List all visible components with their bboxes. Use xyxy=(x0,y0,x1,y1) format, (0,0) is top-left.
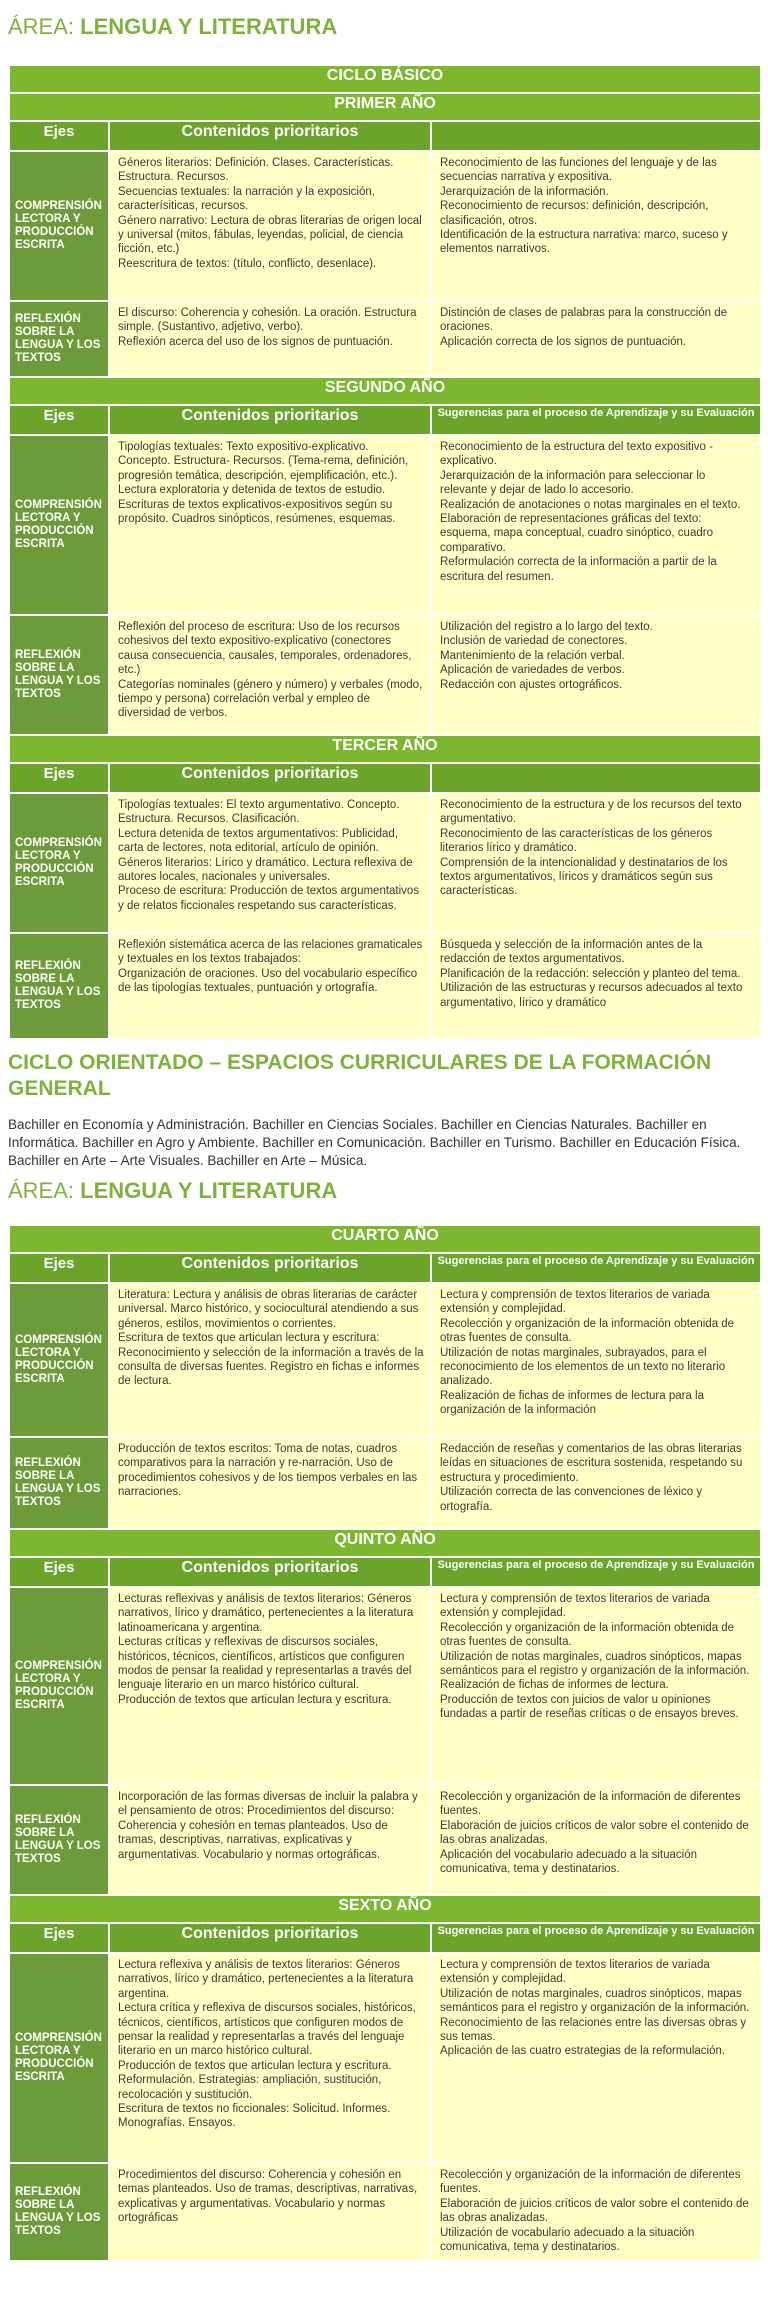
year-band-primero: PRIMER AÑO xyxy=(9,93,761,121)
header-sugerencias-empty xyxy=(431,121,761,151)
content-cell: Tipologías textuales: Texto expositivo-explicativo. Concepto. Estructura- Recursos. (Tema-rema, definición, progresión temática, descripción, ejemplificación, etc.). Lectura exploratoria y detenida de textos de estudio. Escrituras de textos explicativos-expositivos según su propósito. Cuadros sinópticos, resúmenes, esquemas. xyxy=(109,435,431,615)
content-cell: Lecturas reflexivas y análisis de textos literarios: Géneros narrativos, lírico y dramático, pertenecientes a la literatura latinoamericana y argentina. Lecturas críticas y reflexivas de discursos sociales, históricos, técnicos, científicos, artísticos que configuren modos de pensar la realidad y representarlas a través del lenguaje literario en un marco histórico cultural. Producción de textos que articulan lectura y escritura. xyxy=(109,1587,431,1785)
suggestion-cell: Lectura y comprensión de textos literarios de variada extensión y complejidad. Recolección y organización de la información obtenida de otras fuentes de consulta. Utilización de notas marginales, subrayados, para el reconocimiento de los elementos de un texto no literario analizado. Realización de fichas de informes de lectura para la organización de la información xyxy=(431,1283,761,1437)
year-band-quinto: QUINTO AÑO xyxy=(9,1529,761,1557)
header-sugerencias: Sugerencias para el proceso de Aprendizaje y su Evaluación xyxy=(431,1557,761,1587)
content-cell: Géneros literarios: Definición. Clases. Características. Estructura. Recursos. Secuencias textuales: la narración y la exposición, caracterísiticas, recursos. Género narrativo: Lectura de obras literarias de origen local y universal (mitos, fábulas, leyendas, policial, de ciencia ficción, etc.) Reescritura de textos: (título, conflicto, desenlace). xyxy=(109,151,431,301)
header-sugerencias: Sugerencias para el proceso de Aprendizaje y su Evaluación xyxy=(431,1923,761,1953)
content-cell: El discurso: Coherencia y cohesión. La oración. Estructura simple. (Sustantivo, adjetivo, verbo). Reflexión acerca del uso de los signos de puntuación. xyxy=(109,301,431,377)
suggestion-cell: Recolección y organización de la información de diferentes fuentes. Elaboración de juicios críticos de valor sobre el contenido de las obras analizadas. Utilización de vocabulario adecuado a la situación comunicativa, tema y destinatarios. xyxy=(431,2163,761,2261)
ciclo-basico-table xyxy=(8,64,762,1040)
header-ejes: Ejes xyxy=(9,121,109,151)
suggestion-cell: Redacción de reseñas y comentarios de las obras literarias leídas en situaciones de escritura sostenida, respetando su estructura y procedimiento. Utilización correcta de las convenciones de léxico y ortografía. xyxy=(431,1437,761,1529)
header-contenidos: Contenidos prioritarios xyxy=(109,405,431,435)
content-cell: Producción de textos escritos: Toma de notas, cuadros comparativos para la narración y re-narración. Uso de procedimientos cohesivos y de los tiempos verbales en las narraciones. xyxy=(109,1437,431,1529)
header-contenidos: Contenidos prioritarios xyxy=(109,1923,431,1953)
header-ejes: Ejes xyxy=(9,763,109,793)
content-cell: Reflexión sistemática acerca de las relaciones gramaticales y textuales en los textos trabajados: Organización de oraciones. Uso del vocabulario específico de las tipologías textuales, puntuación y ortografía. xyxy=(109,933,431,1039)
content-cell: Reflexión del proceso de escritura: Uso de los recursos cohesivos del texto expositivo-explicativo (conectores causa consecuencia, causales, temporales, ordenadores, etc.) Categorías nominales (género y número) y verbales (modo, tiempo y persona) correlación verbal y empleo de diversidad de verbos. xyxy=(109,615,431,735)
header-ejes: Ejes xyxy=(9,1557,109,1587)
header-ejes: Ejes xyxy=(9,405,109,435)
suggestion-cell: Lectura y comprensión de textos literarios de variada extensión y complejidad. Recolección y organización de la información obtenida de otras fuentes de consulta. Utilización de notas marginales, cuadros sinópticos, mapas semánticos para el registro y organización de la información. Realización de fichas de informes de lectura. Producción de textos con juicios de valor u opiniones fundadas a partir de reseñas críticas o de ensayos breves. xyxy=(431,1587,761,1785)
area-title-2 xyxy=(8,1178,768,1208)
content-cell: Literatura: Lectura y análisis de obras literarias de carácter universal. Marco histórico, y sociocultural atendiendo a sus géneros, estilos, movimientos o corrientes. Escritura de textos que articulan lectura y escritura: Reconocimiento y selección de la información a través de la consulta de diversas fuentes. Registro en fichas e informes de lectura. xyxy=(109,1283,431,1437)
axis-reflexion: REFLEXIÓN SOBRE LA LENGUA Y LOS TEXTOS xyxy=(9,933,109,1039)
axis-comprension: COMPRENSIÓN LECTORA Y PRODUCCIÓN ESCRITA xyxy=(9,793,109,933)
ciclo-basico-band: CICLO BÁSICO xyxy=(9,65,761,93)
content-cell: Tipologías textuales: El texto argumentativo. Concepto. Estructura. Recursos. Clasificación. Lectura detenida de textos argumentativos: Publicidad, carta de lectores, nota editorial, artículo de opinión. Géneros literarios: Lírico y dramático. Lectura reflexiva de autores locales, nacionales y universales. Proceso de escritura: Producción de textos argumentativos y de relatos ficcionales respetando sus características. xyxy=(109,793,431,933)
ciclo-orientado-table xyxy=(8,1224,762,2262)
header-ejes: Ejes xyxy=(9,1923,109,1953)
header-contenidos: Contenidos prioritarios xyxy=(109,1557,431,1587)
year-band-segundo: SEGUNDO AÑO xyxy=(9,377,761,405)
area-name: LENGUA Y LITERATURA xyxy=(80,14,338,39)
area-title xyxy=(8,14,768,44)
year-band-cuarto: CUARTO AÑO xyxy=(9,1225,761,1253)
area-name: LENGUA Y LITERATURA xyxy=(80,1178,338,1203)
header-ejes: Ejes xyxy=(9,1253,109,1283)
axis-reflexion: REFLEXIÓN SOBRE LA LENGUA Y LOS TEXTOS xyxy=(9,1437,109,1529)
header-sugerencias-empty xyxy=(431,763,761,793)
axis-comprension: COMPRENSIÓN LECTORA Y PRODUCCIÓN ESCRITA xyxy=(9,435,109,615)
suggestion-cell: Búsqueda y selección de la información antes de la redacción de textos argumentativos. Planificación de la redacción: selección y planteo del tema. Utilización de las estructuras y recursos adecuados al texto argumentativo, lírico y dramático xyxy=(431,933,761,1039)
suggestion-cell: Distinción de clases de palabras para la construcción de oraciones. Aplicación correcta de los signos de puntuación. xyxy=(431,301,761,377)
suggestion-cell: Utilización del registro a lo largo del texto. Inclusión de variedad de conectores. Mantenimiento de la relación verbal. Aplicación de variedades de verbos. Redacción con ajustes ortográficos. xyxy=(431,615,761,735)
axis-reflexion: REFLEXIÓN SOBRE LA LENGUA Y LOS TEXTOS xyxy=(9,2163,109,2261)
content-cell: Procedimientos del discurso: Coherencia y cohesión en temas planteados. Uso de tramas, descriptivas, narrativas, explicativas y argumentativas. Vocabulario y normas ortográficas xyxy=(109,2163,431,2261)
year-band-sexto: SEXTO AÑO xyxy=(9,1895,761,1923)
header-contenidos: Contenidos prioritarios xyxy=(109,763,431,793)
axis-comprension: COMPRENSIÓN LECTORA Y PRODUCCIÓN ESCRITA xyxy=(9,1953,109,2163)
document-page xyxy=(0,14,768,2262)
suggestion-cell: Reconocimiento de las funciones del lenguaje y de las secuencias narrativa y expositiva. Jerarquización de la información. Reconocimiento de recursos: definición, descripción, clasificación, otros. Identificación de la estructura narrativa: marco, suceso y elementos narrativos. xyxy=(431,151,761,301)
axis-comprension: COMPRENSIÓN LECTORA Y PRODUCCIÓN ESCRITA xyxy=(9,151,109,301)
ciclo-orientado-title: CICLO ORIENTADO – ESPACIOS CURRICULARES DE LA FORMACIÓN GENERAL xyxy=(8,1051,712,1100)
suggestion-cell: Reconocimiento de la estructura y de los recursos del texto argumentativo. Reconocimiento de las características de los géneros literarios lírico y dramático. Comprensión de la intencionalidad y destinatarios de los textos argumentativos, líricos y dramáticos según sus características. xyxy=(431,793,761,933)
content-cell: Incorporación de las formas diversas de incluir la palabra y el pensamiento de otros: Procedimientos del discurso: Coherencia y cohesión en temas planteados. Uso de tramas, descriptivas, narrativas, explicativas y argumentativas. Vocabulario y normas ortográficas. xyxy=(109,1785,431,1895)
content-cell: Lectura reflexiva y análisis de textos literarios: Géneros narrativos, lírico y dramático, pertenecientes a la literatura argentina. Lectura crítica y reflexiva de discursos sociales, históricos, técnicos, científicos, artísticos que configuren modos de pensar la realidad y representarlas a través del lenguaje literario en un marco histórico cultural. Producción de textos que articulan lectura y escritura. Reformulación. Estrategias: ampliación, sustitución, recolocación y sustitución. Escritura de textos no ficcionales: Solicitud. Informes. Monografías. Ensayos. xyxy=(109,1953,431,2163)
header-sugerencias: Sugerencias para el proceso de Aprendizaje y su Evaluación xyxy=(431,405,761,435)
header-sugerencias: Sugerencias para el proceso de Aprendizaje y su Evaluación xyxy=(431,1253,761,1283)
axis-reflexion: REFLEXIÓN SOBRE LA LENGUA Y LOS TEXTOS xyxy=(9,301,109,377)
suggestion-cell: Reconocimiento de la estructura del texto expositivo - explicativo. Jerarquización de la información para seleccionar lo relevante y dejar de lado lo accesorio. Realización de anotaciones o notas marginales en el texto. Elaboración de representaciones gráficas del texto: esquema, mapa conceptual, cuadro sinóptico, cuadro comparativo. Reformulación correcta de la información a partir de la escritura del resumen. xyxy=(431,435,761,615)
suggestion-cell: Recolección y organización de la información de diferentes fuentes. Elaboración de juicios críticos de valor sobre el contenido de las obras analizadas. Aplicación del vocabulario adecuado a la situación comunicativa, tema y destinatarios. xyxy=(431,1785,761,1895)
area-prefix: ÁREA: xyxy=(8,14,81,39)
axis-reflexion: REFLEXIÓN SOBRE LA LENGUA Y LOS TEXTOS xyxy=(9,615,109,735)
header-contenidos: Contenidos prioritarios xyxy=(109,121,431,151)
header-contenidos: Contenidos prioritarios xyxy=(109,1253,431,1283)
year-band-tercero: TERCER AÑO xyxy=(9,735,761,763)
axis-comprension: COMPRENSIÓN LECTORA Y PRODUCCIÓN ESCRITA xyxy=(9,1587,109,1785)
axis-reflexion: REFLEXIÓN SOBRE LA LENGUA Y LOS TEXTOS xyxy=(9,1785,109,1895)
suggestion-cell: Lectura y comprensión de textos literarios de variada extensión y complejidad. Utilización de notas marginales, cuadros sinópticos, mapas semánticos para el registro y organización de la información. Reconocimiento de las relaciones entre las diversas obras y sus temas. Aplicación de las cuatro estrategias de la reformulación. xyxy=(431,1953,761,2163)
bachilleres-paragraph: Bachiller en Economía y Administración. Bachiller en Ciencias Sociales. Bachiller en Ciencias Naturales. Bachiller en Informática. Bachiller en Agro y Ambiente. Bachiller en Comunicación. Bachiller en Turismo. Bachiller en Educación Física. Bachiller en Arte – Arte Visuales. Bachiller en Arte – Música. xyxy=(8,1117,741,1168)
area-prefix: ÁREA: xyxy=(8,1178,81,1203)
axis-comprension: COMPRENSIÓN LECTORA Y PRODUCCIÓN ESCRITA xyxy=(9,1283,109,1437)
